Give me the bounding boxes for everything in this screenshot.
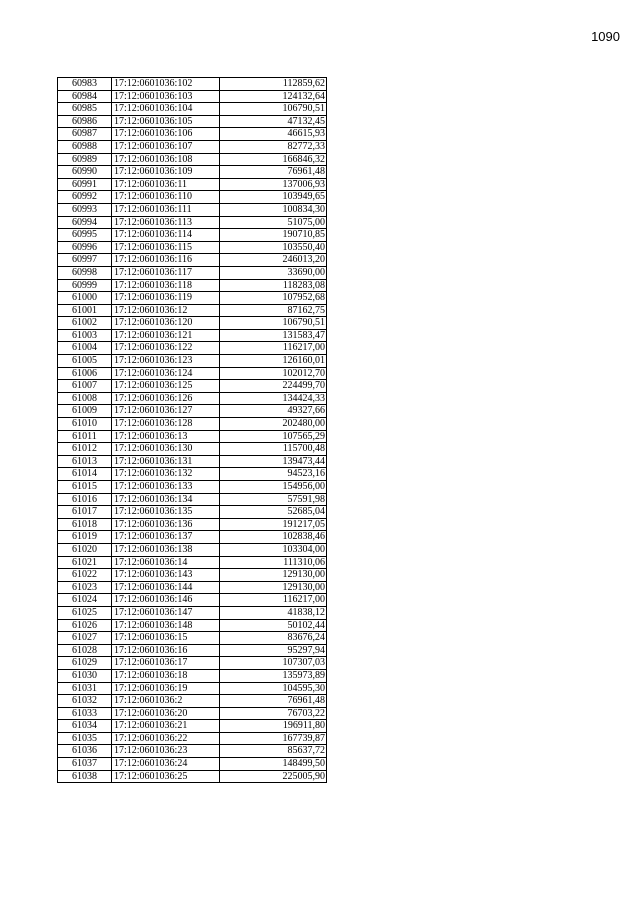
row-number-cell: 61025 <box>58 606 112 619</box>
value-cell: 103304,00 <box>220 543 327 556</box>
row-number-cell: 61011 <box>58 430 112 443</box>
cadastral-number-cell: 17:12:0601036:115 <box>112 241 220 254</box>
cadastral-number-cell: 17:12:0601036:127 <box>112 405 220 418</box>
value-cell: 104595,30 <box>220 682 327 695</box>
cadastral-number-cell: 17:12:0601036:103 <box>112 90 220 103</box>
table-row <box>58 770 327 783</box>
row-number-cell: 61007 <box>58 380 112 393</box>
value-cell: 51075,00 <box>220 216 327 229</box>
row-number-cell: 61000 <box>58 292 112 305</box>
value-cell: 103949,65 <box>220 191 327 204</box>
value-cell: 82772,33 <box>220 140 327 153</box>
row-number-cell: 60989 <box>58 153 112 166</box>
cadastral-number-cell: 17:12:0601036:128 <box>112 418 220 431</box>
table-row <box>58 619 327 632</box>
row-number-cell: 60992 <box>58 191 112 204</box>
row-number-cell: 60994 <box>58 216 112 229</box>
cadastral-number-cell: 17:12:0601036:2 <box>112 695 220 708</box>
row-number-cell: 60993 <box>58 203 112 216</box>
row-number-cell: 60985 <box>58 103 112 116</box>
cadastral-number-cell: 17:12:0601036:113 <box>112 216 220 229</box>
row-number-cell: 61036 <box>58 745 112 758</box>
table-row <box>58 405 327 418</box>
cadastral-number-cell: 17:12:0601036:133 <box>112 481 220 494</box>
value-cell: 85637,72 <box>220 745 327 758</box>
value-cell: 135973,89 <box>220 669 327 682</box>
row-number-cell: 61037 <box>58 758 112 771</box>
cadastral-number-cell: 17:12:0601036:109 <box>112 166 220 179</box>
row-number-cell: 61029 <box>58 657 112 670</box>
value-cell: 202480,00 <box>220 418 327 431</box>
row-number-cell: 60996 <box>58 241 112 254</box>
table-row <box>58 581 327 594</box>
cadastral-number-cell: 17:12:0601036:25 <box>112 770 220 783</box>
row-number-cell: 61004 <box>58 342 112 355</box>
row-number-cell: 61016 <box>58 493 112 506</box>
row-number-cell: 61030 <box>58 669 112 682</box>
table-row <box>58 241 327 254</box>
table-row <box>58 418 327 431</box>
value-cell: 118283,08 <box>220 279 327 292</box>
table-row <box>58 481 327 494</box>
row-number-cell: 60986 <box>58 115 112 128</box>
row-number-cell: 61031 <box>58 682 112 695</box>
cadastral-number-cell: 17:12:0601036:20 <box>112 707 220 720</box>
row-number-cell: 61015 <box>58 481 112 494</box>
cadastral-number-cell: 17:12:0601036:14 <box>112 556 220 569</box>
table-row <box>58 682 327 695</box>
table-row <box>58 279 327 292</box>
table-body <box>58 78 327 783</box>
value-cell: 246013,20 <box>220 254 327 267</box>
value-cell: 154956,00 <box>220 481 327 494</box>
row-number-cell: 60987 <box>58 128 112 141</box>
value-cell: 224499,70 <box>220 380 327 393</box>
table-row <box>58 657 327 670</box>
cadastral-number-cell: 17:12:0601036:106 <box>112 128 220 141</box>
cadastral-number-cell: 17:12:0601036:24 <box>112 758 220 771</box>
table-row <box>58 506 327 519</box>
cadastral-number-cell: 17:12:0601036:147 <box>112 606 220 619</box>
value-cell: 112859,62 <box>220 78 327 91</box>
table-row <box>58 229 327 242</box>
value-cell: 46615,93 <box>220 128 327 141</box>
value-cell: 107307,03 <box>220 657 327 670</box>
value-cell: 134424,33 <box>220 392 327 405</box>
value-cell: 225005,90 <box>220 770 327 783</box>
value-cell: 102838,46 <box>220 531 327 544</box>
row-number-cell: 61001 <box>58 304 112 317</box>
value-cell: 52685,04 <box>220 506 327 519</box>
cadastral-number-cell: 17:12:0601036:117 <box>112 266 220 279</box>
cadastral-number-cell: 17:12:0601036:121 <box>112 329 220 342</box>
value-cell: 100834,30 <box>220 203 327 216</box>
row-number-cell: 60998 <box>58 266 112 279</box>
row-number-cell: 61017 <box>58 506 112 519</box>
cadastral-number-cell: 17:12:0601036:144 <box>112 581 220 594</box>
row-number-cell: 61021 <box>58 556 112 569</box>
table-row <box>58 556 327 569</box>
table-row <box>58 140 327 153</box>
row-number-cell: 60984 <box>58 90 112 103</box>
value-cell: 87162,75 <box>220 304 327 317</box>
cadastral-number-cell: 17:12:0601036:143 <box>112 569 220 582</box>
table-row <box>58 342 327 355</box>
row-number-cell: 60983 <box>58 78 112 91</box>
value-cell: 190710,85 <box>220 229 327 242</box>
row-number-cell: 60999 <box>58 279 112 292</box>
row-number-cell: 61003 <box>58 329 112 342</box>
cadastral-number-cell: 17:12:0601036:13 <box>112 430 220 443</box>
table-row <box>58 266 327 279</box>
table-row <box>58 329 327 342</box>
value-cell: 103550,40 <box>220 241 327 254</box>
table-row <box>58 531 327 544</box>
cadastral-number-cell: 17:12:0601036:102 <box>112 78 220 91</box>
cadastral-number-cell: 17:12:0601036:108 <box>112 153 220 166</box>
table-row <box>58 569 327 582</box>
value-cell: 57591,98 <box>220 493 327 506</box>
cadastral-number-cell: 17:12:0601036:119 <box>112 292 220 305</box>
table-row <box>58 191 327 204</box>
value-cell: 76703,22 <box>220 707 327 720</box>
cadastral-number-cell: 17:12:0601036:114 <box>112 229 220 242</box>
table-row <box>58 493 327 506</box>
value-cell: 107565,29 <box>220 430 327 443</box>
row-number-cell: 61020 <box>58 543 112 556</box>
value-cell: 49327,66 <box>220 405 327 418</box>
table-row <box>58 355 327 368</box>
cadastral-number-cell: 17:12:0601036:18 <box>112 669 220 682</box>
row-number-cell: 61013 <box>58 455 112 468</box>
row-number-cell: 61028 <box>58 644 112 657</box>
value-cell: 131583,47 <box>220 329 327 342</box>
cadastral-number-cell: 17:12:0601036:137 <box>112 531 220 544</box>
row-number-cell: 60995 <box>58 229 112 242</box>
value-cell: 107952,68 <box>220 292 327 305</box>
cadastral-number-cell: 17:12:0601036:138 <box>112 543 220 556</box>
cadastral-number-cell: 17:12:0601036:104 <box>112 103 220 116</box>
value-cell: 33690,00 <box>220 266 327 279</box>
value-cell: 129130,00 <box>220 581 327 594</box>
value-cell: 139473,44 <box>220 455 327 468</box>
cadastral-number-cell: 17:12:0601036:120 <box>112 317 220 330</box>
value-cell: 116217,00 <box>220 342 327 355</box>
row-number-cell: 61032 <box>58 695 112 708</box>
cadastral-number-cell: 17:12:0601036:118 <box>112 279 220 292</box>
row-number-cell: 61034 <box>58 720 112 733</box>
table-row <box>58 430 327 443</box>
row-number-cell: 60990 <box>58 166 112 179</box>
cadastral-number-cell: 17:12:0601036:134 <box>112 493 220 506</box>
row-number-cell: 61014 <box>58 468 112 481</box>
table-row <box>58 78 327 91</box>
row-number-cell: 61019 <box>58 531 112 544</box>
row-number-cell: 60988 <box>58 140 112 153</box>
table-row <box>58 115 327 128</box>
table-row <box>58 216 327 229</box>
cadastral-number-cell: 17:12:0601036:131 <box>112 455 220 468</box>
cadastral-number-cell: 17:12:0601036:130 <box>112 443 220 456</box>
row-number-cell: 61018 <box>58 518 112 531</box>
cadastral-number-cell: 17:12:0601036:126 <box>112 392 220 405</box>
data-table <box>57 77 327 783</box>
row-number-cell: 61024 <box>58 594 112 607</box>
cadastral-number-cell: 17:12:0601036:12 <box>112 304 220 317</box>
cadastral-number-cell: 17:12:0601036:105 <box>112 115 220 128</box>
value-cell: 115700,48 <box>220 443 327 456</box>
cadastral-number-cell: 17:12:0601036:110 <box>112 191 220 204</box>
table-row <box>58 455 327 468</box>
cadastral-number-cell: 17:12:0601036:11 <box>112 178 220 191</box>
table-row <box>58 166 327 179</box>
row-number-cell: 61006 <box>58 367 112 380</box>
value-cell: 124132,64 <box>220 90 327 103</box>
cadastral-number-cell: 17:12:0601036:107 <box>112 140 220 153</box>
row-number-cell: 61038 <box>58 770 112 783</box>
table-row <box>58 203 327 216</box>
row-number-cell: 61027 <box>58 632 112 645</box>
table-row <box>58 707 327 720</box>
table-row <box>58 758 327 771</box>
row-number-cell: 61035 <box>58 732 112 745</box>
table-row <box>58 292 327 305</box>
row-number-cell: 60991 <box>58 178 112 191</box>
cadastral-number-cell: 17:12:0601036:23 <box>112 745 220 758</box>
page-number: 1090 <box>591 29 620 44</box>
table-row <box>58 468 327 481</box>
value-cell: 126160,01 <box>220 355 327 368</box>
value-cell: 191217,05 <box>220 518 327 531</box>
table-row <box>58 745 327 758</box>
value-cell: 167739,87 <box>220 732 327 745</box>
value-cell: 94523,16 <box>220 468 327 481</box>
value-cell: 148499,50 <box>220 758 327 771</box>
cadastral-number-cell: 17:12:0601036:22 <box>112 732 220 745</box>
value-cell: 166846,32 <box>220 153 327 166</box>
table-row <box>58 367 327 380</box>
table-row <box>58 632 327 645</box>
cadastral-number-cell: 17:12:0601036:15 <box>112 632 220 645</box>
table-row <box>58 392 327 405</box>
table-row <box>58 518 327 531</box>
value-cell: 111310,06 <box>220 556 327 569</box>
cadastral-number-cell: 17:12:0601036:19 <box>112 682 220 695</box>
cadastral-number-cell: 17:12:0601036:132 <box>112 468 220 481</box>
table-row <box>58 644 327 657</box>
table-row <box>58 178 327 191</box>
table-row <box>58 543 327 556</box>
row-number-cell: 61012 <box>58 443 112 456</box>
value-cell: 47132,45 <box>220 115 327 128</box>
cadastral-number-cell: 17:12:0601036:21 <box>112 720 220 733</box>
table-row <box>58 594 327 607</box>
table-row <box>58 606 327 619</box>
value-cell: 95297,94 <box>220 644 327 657</box>
cadastral-number-cell: 17:12:0601036:146 <box>112 594 220 607</box>
table-row <box>58 153 327 166</box>
table-row <box>58 317 327 330</box>
table-row <box>58 720 327 733</box>
value-cell: 102012,70 <box>220 367 327 380</box>
cadastral-number-cell: 17:12:0601036:17 <box>112 657 220 670</box>
row-number-cell: 61033 <box>58 707 112 720</box>
cadastral-number-cell: 17:12:0601036:148 <box>112 619 220 632</box>
table-row <box>58 103 327 116</box>
value-cell: 129130,00 <box>220 569 327 582</box>
table-row <box>58 254 327 267</box>
value-cell: 116217,00 <box>220 594 327 607</box>
row-number-cell: 61002 <box>58 317 112 330</box>
table-row <box>58 443 327 456</box>
cadastral-number-cell: 17:12:0601036:123 <box>112 355 220 368</box>
cadastral-number-cell: 17:12:0601036:116 <box>112 254 220 267</box>
value-cell: 196911,80 <box>220 720 327 733</box>
table-row <box>58 128 327 141</box>
row-number-cell: 61005 <box>58 355 112 368</box>
row-number-cell: 61009 <box>58 405 112 418</box>
cadastral-number-cell: 17:12:0601036:16 <box>112 644 220 657</box>
value-cell: 41838,12 <box>220 606 327 619</box>
value-cell: 83676,24 <box>220 632 327 645</box>
cadastral-number-cell: 17:12:0601036:111 <box>112 203 220 216</box>
value-cell: 50102,44 <box>220 619 327 632</box>
value-cell: 106790,51 <box>220 103 327 116</box>
row-number-cell: 61022 <box>58 569 112 582</box>
row-number-cell: 61026 <box>58 619 112 632</box>
table-row <box>58 732 327 745</box>
table-row <box>58 695 327 708</box>
value-cell: 76961,48 <box>220 695 327 708</box>
value-cell: 76961,48 <box>220 166 327 179</box>
cadastral-number-cell: 17:12:0601036:122 <box>112 342 220 355</box>
table-row <box>58 669 327 682</box>
cadastral-number-cell: 17:12:0601036:125 <box>112 380 220 393</box>
cadastral-number-cell: 17:12:0601036:135 <box>112 506 220 519</box>
table-row <box>58 380 327 393</box>
row-number-cell: 61023 <box>58 581 112 594</box>
cadastral-number-cell: 17:12:0601036:136 <box>112 518 220 531</box>
value-cell: 106790,51 <box>220 317 327 330</box>
row-number-cell: 61008 <box>58 392 112 405</box>
table-row <box>58 304 327 317</box>
cadastral-number-cell: 17:12:0601036:124 <box>112 367 220 380</box>
value-cell: 137006,93 <box>220 178 327 191</box>
table-row <box>58 90 327 103</box>
row-number-cell: 60997 <box>58 254 112 267</box>
row-number-cell: 61010 <box>58 418 112 431</box>
